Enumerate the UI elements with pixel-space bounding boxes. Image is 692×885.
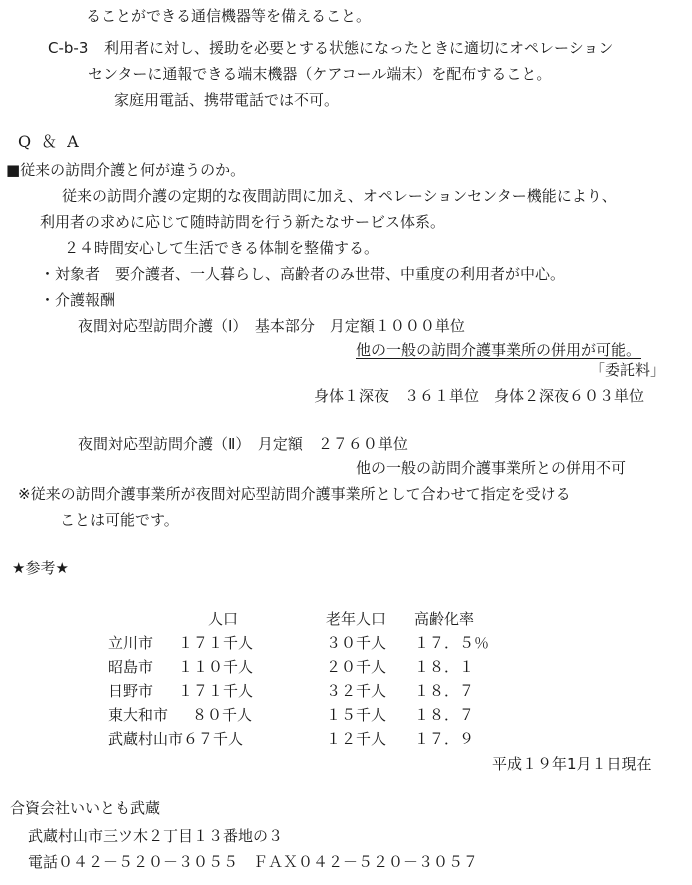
as-of-date: 平成１９年1月１日現在 <box>492 755 652 773</box>
header-population: 人口 <box>208 609 239 628</box>
table-row <box>108 726 514 750</box>
rate-cell: １８．７ <box>414 705 475 724</box>
population-cell: １１０千人 <box>178 657 254 676</box>
population-cell: １７１千人 <box>178 633 254 652</box>
header-elderly: 老年人口 <box>326 609 387 628</box>
rate-cell: １７．５％ <box>414 633 490 652</box>
city-cell: 立川市 <box>108 633 154 652</box>
table-row <box>108 654 514 678</box>
fee-type1-note: 他の一般の訪問介護事業所の併用が可能。 <box>356 341 642 359</box>
population-cell: ８０千人 <box>192 705 253 724</box>
cb3-text-line2: センターに通報できる端末機器（ケアコール端末）を配布すること。 <box>88 65 552 83</box>
reference-table <box>108 606 514 750</box>
qa-target: ・対象者 要介護者、一人暮らし、高齢者のみ世帯、中重度の利用者が中心。 <box>40 265 566 283</box>
fee-type1: 夜間対応型訪問介護（Ⅰ） 基本部分 月定額１０００単位 <box>78 317 465 335</box>
rate-cell: １８．７ <box>414 681 475 700</box>
elderly-cell: ３０千人 <box>326 633 387 652</box>
fee-type1-rates: 身体１深夜 ３６１単位 身体２深夜６０３単位 <box>314 387 645 405</box>
fee-type2: 夜間対応型訪問介護（Ⅱ） 月定額 ２７６０単位 <box>78 435 408 453</box>
company-address: 武蔵村山市三ツ木２丁目１３番地の３ <box>28 827 284 845</box>
elderly-cell: ２０千人 <box>326 657 387 676</box>
fee-type1-commission: 「委託料」 <box>590 361 666 379</box>
company-name: 合資会社いいとも武蔵 <box>10 799 161 817</box>
elderly-cell: ３２千人 <box>326 681 387 700</box>
cb3-note: 家庭用電話、携帯電話では不可。 <box>114 91 340 109</box>
table-row <box>108 702 514 726</box>
table-row <box>108 630 514 654</box>
company-phone: 電話０４２－５２０－３０５５ ＦＡＸ０４２－５２０－３０５７ <box>28 853 479 871</box>
fee-type2-note: 他の一般の訪問介護事業所との併用不可 <box>356 459 627 477</box>
qa-fee-title: ・介護報酬 <box>40 291 116 309</box>
cb3-text-line1: 利用者に対し、援助を必要とする状態になったときに適切にオペレーション <box>104 39 614 57</box>
qa-answer-line1: 従来の訪問介護の定期的な夜間訪問に加え、オペレーションセンター機能により、 <box>62 187 617 205</box>
elderly-cell: １２千人 <box>326 729 387 748</box>
qa-answer-line3: ２４時間安心して生活できる体制を整備する。 <box>64 239 380 257</box>
cb3-label: C-b-3 <box>48 39 89 57</box>
population-cell: ６７千人 <box>183 729 244 748</box>
remark-line1: ※従来の訪問介護事業所が夜間対応型訪問介護事業所として合わせて指定を受ける <box>18 485 571 503</box>
qa-question: ■従来の訪問介護と何が違うのか。 <box>6 161 246 179</box>
intro-line: ることができる通信機器等を備えること。 <box>86 7 372 25</box>
population-cell: １７１千人 <box>178 681 254 700</box>
table-row <box>108 678 514 702</box>
qa-answer-line2: 利用者の求めに応じて随時訪問を行う新たなサービス体系。 <box>40 213 446 231</box>
city-cell: 日野市 <box>108 681 154 700</box>
rate-cell: １７．９ <box>414 729 475 748</box>
city-cell: 昭島市 <box>108 657 154 676</box>
elderly-cell: １５千人 <box>326 705 387 724</box>
reference-title: ★参考★ <box>12 559 69 577</box>
table-header-row <box>108 606 514 630</box>
city-cell: 東大和市 <box>108 705 169 724</box>
rate-cell: １８．１ <box>414 657 475 676</box>
remark-line2: ことは可能です。 <box>60 511 179 529</box>
header-rate: 高齢化率 <box>414 609 475 628</box>
qa-heading: Q＆A <box>18 132 89 151</box>
city-cell: 武蔵村山市 <box>108 729 184 748</box>
